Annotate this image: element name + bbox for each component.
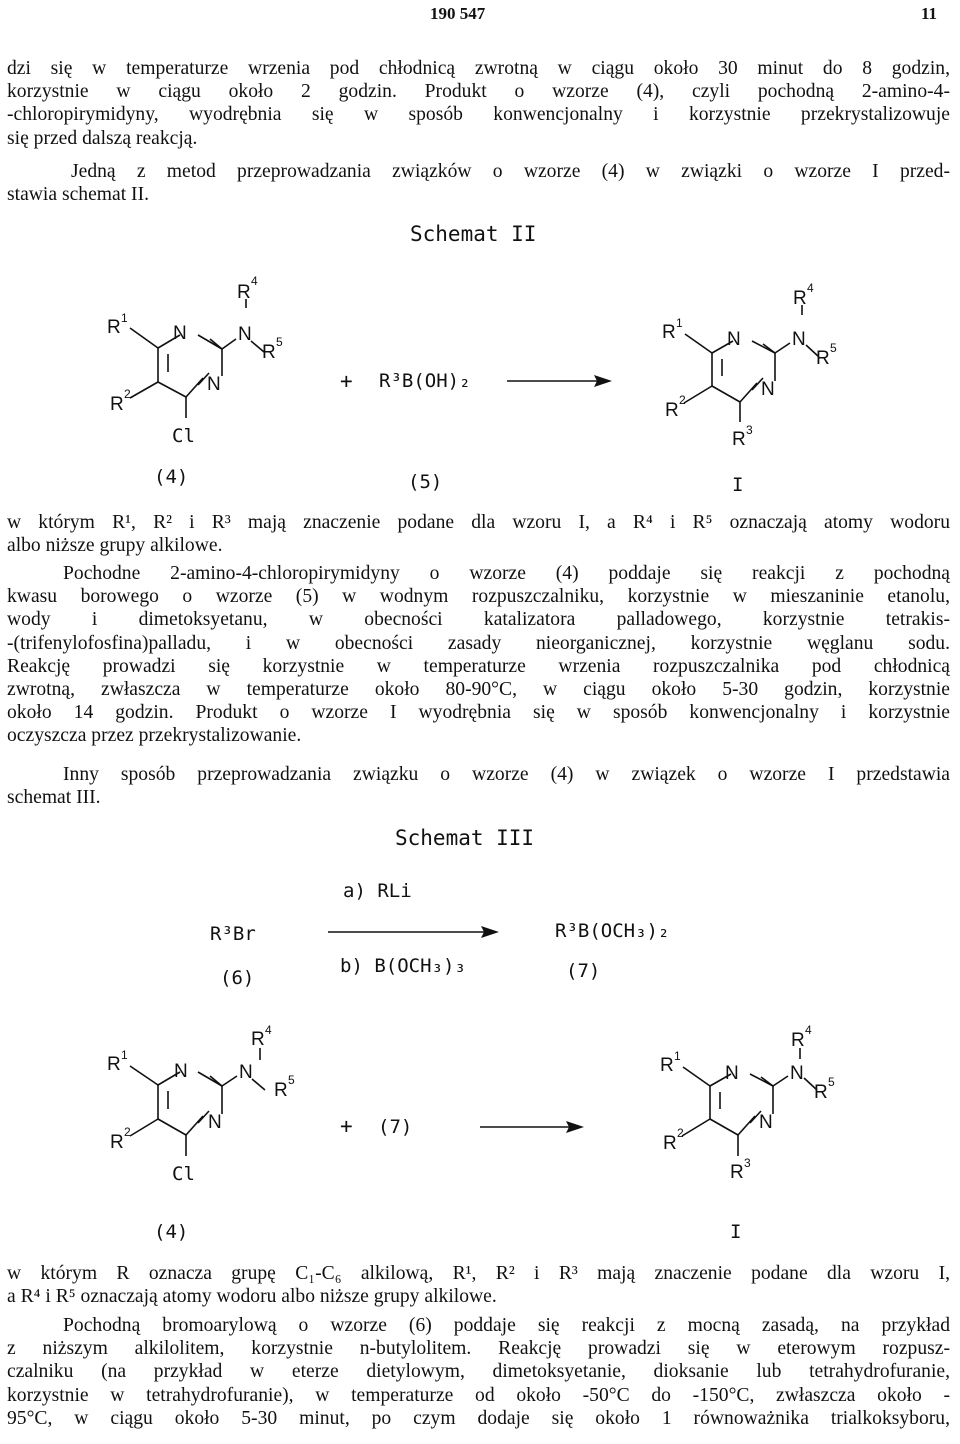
atom-index: 2 (124, 387, 131, 401)
paragraph-definitions (7, 511, 950, 557)
atom-index: 5 (830, 341, 837, 355)
text-line: się przed dalszą reakcją. (7, 127, 198, 149)
text-line: około 14 godzin. Produkt o wzorze I wyodrębnia się w sposób konwencjonalny i korzystnie (7, 702, 950, 724)
atom-index: 1 (121, 311, 128, 325)
text-line: -chloropirymidyny, wyodrębnia się w sposób konwencjonalny i korzystnie przekrystalizowuje (7, 104, 950, 126)
reaction-arrow (328, 926, 499, 938)
text-line: a R⁴ i R⁵ oznaczają atomy wodoru albo niższe grupy alkilowe. (7, 1286, 497, 1308)
text-line: z niższym alkilolitem, korzystnie n-butylolitem. Reakcję prowadzi się w eterowym rozpusz- (7, 1338, 950, 1360)
pyrimidine-ring-product (684, 305, 819, 422)
text-line: Jedną z metod przeprowadzania związków o wzorze (4) w związki o wzorze I przed- (71, 161, 950, 182)
text-line: Pochodne 2-amino-4-chloropirymidyny o wzorze (4) poddaje się reakcji z pochodną (63, 563, 950, 584)
atom-n: N (174, 1061, 188, 1082)
aryl-bromide-formula: R³Br (210, 923, 256, 945)
atom-r: R (732, 429, 746, 450)
atom-r: R (662, 322, 676, 343)
text-line: Pochodną bromoarylową o wzorze (6) poddaje się reakcji z mocną zasadą, na przykład (63, 1315, 950, 1336)
atom-cl: Cl (172, 425, 195, 447)
atom-index: 5 (828, 1075, 835, 1089)
atom-r: R (251, 1029, 265, 1050)
atom-n: N (239, 1062, 253, 1083)
atom-n: N (792, 329, 806, 350)
text-line: kwasu borowego o wzorze (5) w wodnym rozpuszczalniku, korzystnie w mieszaninie etanolu, (7, 586, 950, 608)
scheme-ii-title: Schemat II (410, 222, 537, 246)
atom-index: 3 (744, 1156, 751, 1170)
boronic-acid-formula: R³B(OH)₂ (379, 370, 471, 392)
text-line: w którym R¹, R² i R³ mają znaczenie podane dla wzoru I, a R⁴ i R⁵ oznaczają atomy wodoru (7, 512, 950, 533)
atom-n: N (761, 379, 775, 400)
reaction-arrow (480, 1121, 584, 1133)
atom-index: 4 (251, 274, 258, 288)
atom-n: N (207, 374, 221, 395)
text-line: korzystnie w tetrahydrofuranie), w temperaturze od około -50°C do -150°C, zwłaszcza około - (7, 1384, 950, 1406)
atom-index: 1 (676, 316, 683, 330)
atom-index: 4 (805, 1023, 812, 1037)
atom-index: 3 (746, 423, 753, 437)
atom-index: 2 (124, 1125, 131, 1139)
atom-n: N (173, 323, 187, 344)
paragraph-scheme-iii-intro (7, 763, 950, 809)
atom-r: R (816, 348, 830, 369)
atom-n: N (727, 329, 741, 350)
text-line: 95°C, w ciągu około 5-30 minut, po czym dodaje się około 1 równoważnika trialkoksyboru, (7, 1407, 950, 1429)
compound-label: (5) (408, 471, 443, 493)
pyrimidine-ring-reactant (130, 299, 264, 418)
atom-r: R (262, 342, 276, 363)
atom-r: R (274, 1080, 288, 1101)
atom-index: 1 (674, 1049, 681, 1063)
paragraph-definitions-iii (7, 1262, 950, 1308)
atom-n: N (725, 1063, 739, 1084)
atom-r: R (791, 1030, 805, 1051)
compound-label: (7) (566, 960, 601, 982)
atom-r: R (110, 1132, 124, 1153)
plus-sign: + (340, 1114, 353, 1138)
atom-cl: Cl (172, 1163, 195, 1185)
reaction-arrow (507, 375, 612, 387)
page-number: 11 (921, 4, 938, 23)
atom-r: R (665, 400, 679, 421)
atom-r: R (110, 394, 124, 415)
compound-label: I (730, 1221, 742, 1243)
plus-sign: + (340, 369, 353, 393)
atom-r: R (107, 317, 121, 338)
step-b-reagent: b) B(OCH₃)₃ (340, 955, 466, 977)
text-line: w którym R oznacza grupę C₁-C₆ alkilową, R¹, R² i R³ mają znaczenie podane dla wzoru I, (7, 1263, 950, 1284)
compound-label: (4) (154, 1221, 189, 1243)
atom-index: 2 (679, 393, 686, 407)
text-line: zwrotną, zwłaszcza w temperaturze około 80-90°C, w ciągu około 5-30 godzin, korzystnie (7, 679, 950, 701)
atom-index: 5 (276, 335, 283, 349)
atom-n: N (238, 324, 252, 345)
atom-r: R (107, 1054, 121, 1075)
compound-label: (4) (154, 466, 189, 488)
compound-label: I (732, 474, 744, 496)
text-line: dzi się w temperaturze wrzenia pod chłodnicą zwrotną w ciągu około 30 minut do 8 godzin, (7, 58, 950, 79)
text-line: Inny sposób przeprowadzania związku o wzorze (4) w związek o wzorze I przedstawia (63, 764, 950, 785)
atom-index: 1 (121, 1048, 128, 1062)
text-line: schemat III. (7, 787, 101, 809)
atom-r: R (237, 282, 251, 303)
paragraph-bromoaryl (7, 1314, 950, 1430)
atom-r: R (660, 1055, 674, 1076)
borate-ester-formula: R³B(OCH₃)₂ (555, 920, 670, 942)
atom-n: N (208, 1112, 222, 1133)
atom-r: R (814, 1082, 828, 1103)
atom-index: 4 (807, 281, 814, 295)
atom-index: 2 (677, 1126, 684, 1140)
text-line: -(trifenylofosfina)palladu, i w obecności zasady nieorganicznej, korzystnie węglanu sodu. (7, 632, 950, 654)
atom-r: R (793, 288, 807, 309)
document-number: 190 547 (430, 4, 486, 23)
text-line: wody i dimetoksyetanu, w obecności katalizatora palladowego, korzystnie tetrakis- (7, 609, 950, 631)
atom-n: N (759, 1112, 773, 1133)
scheme-iii-title: Schemat III (395, 826, 535, 850)
atom-n: N (790, 1063, 804, 1084)
text-line: czalniku (na przykład w eterze dietylowym, dimetoksyetanie, dioksanie lub tetrahydrofuranie, (7, 1361, 950, 1383)
atom-index: 4 (265, 1023, 272, 1037)
atom-index: 5 (288, 1073, 295, 1087)
compound-label: (6) (220, 967, 255, 989)
text-line: korzystnie w ciągu około 2 godzin. Produkt o wzorze (4), czyli pochodną 2-amino-4- (7, 81, 950, 103)
text-line: oczyszcza przez przekrystalizowanie. (7, 725, 302, 747)
atom-r: R (730, 1162, 744, 1183)
atom-r: R (663, 1133, 677, 1154)
reagent-label: (7) (378, 1116, 413, 1138)
paragraph-reaction-conditions (7, 562, 950, 748)
text-line: albo niższe grupy alkilowe. (7, 535, 223, 557)
text-line: Reakcję prowadzi się korzystnie w temperaturze wrzenia rozpuszczalnika pod chłodnicą (7, 655, 950, 677)
step-a-reagent: a) RLi (343, 880, 412, 902)
text-line: stawia schemat II. (7, 184, 149, 206)
